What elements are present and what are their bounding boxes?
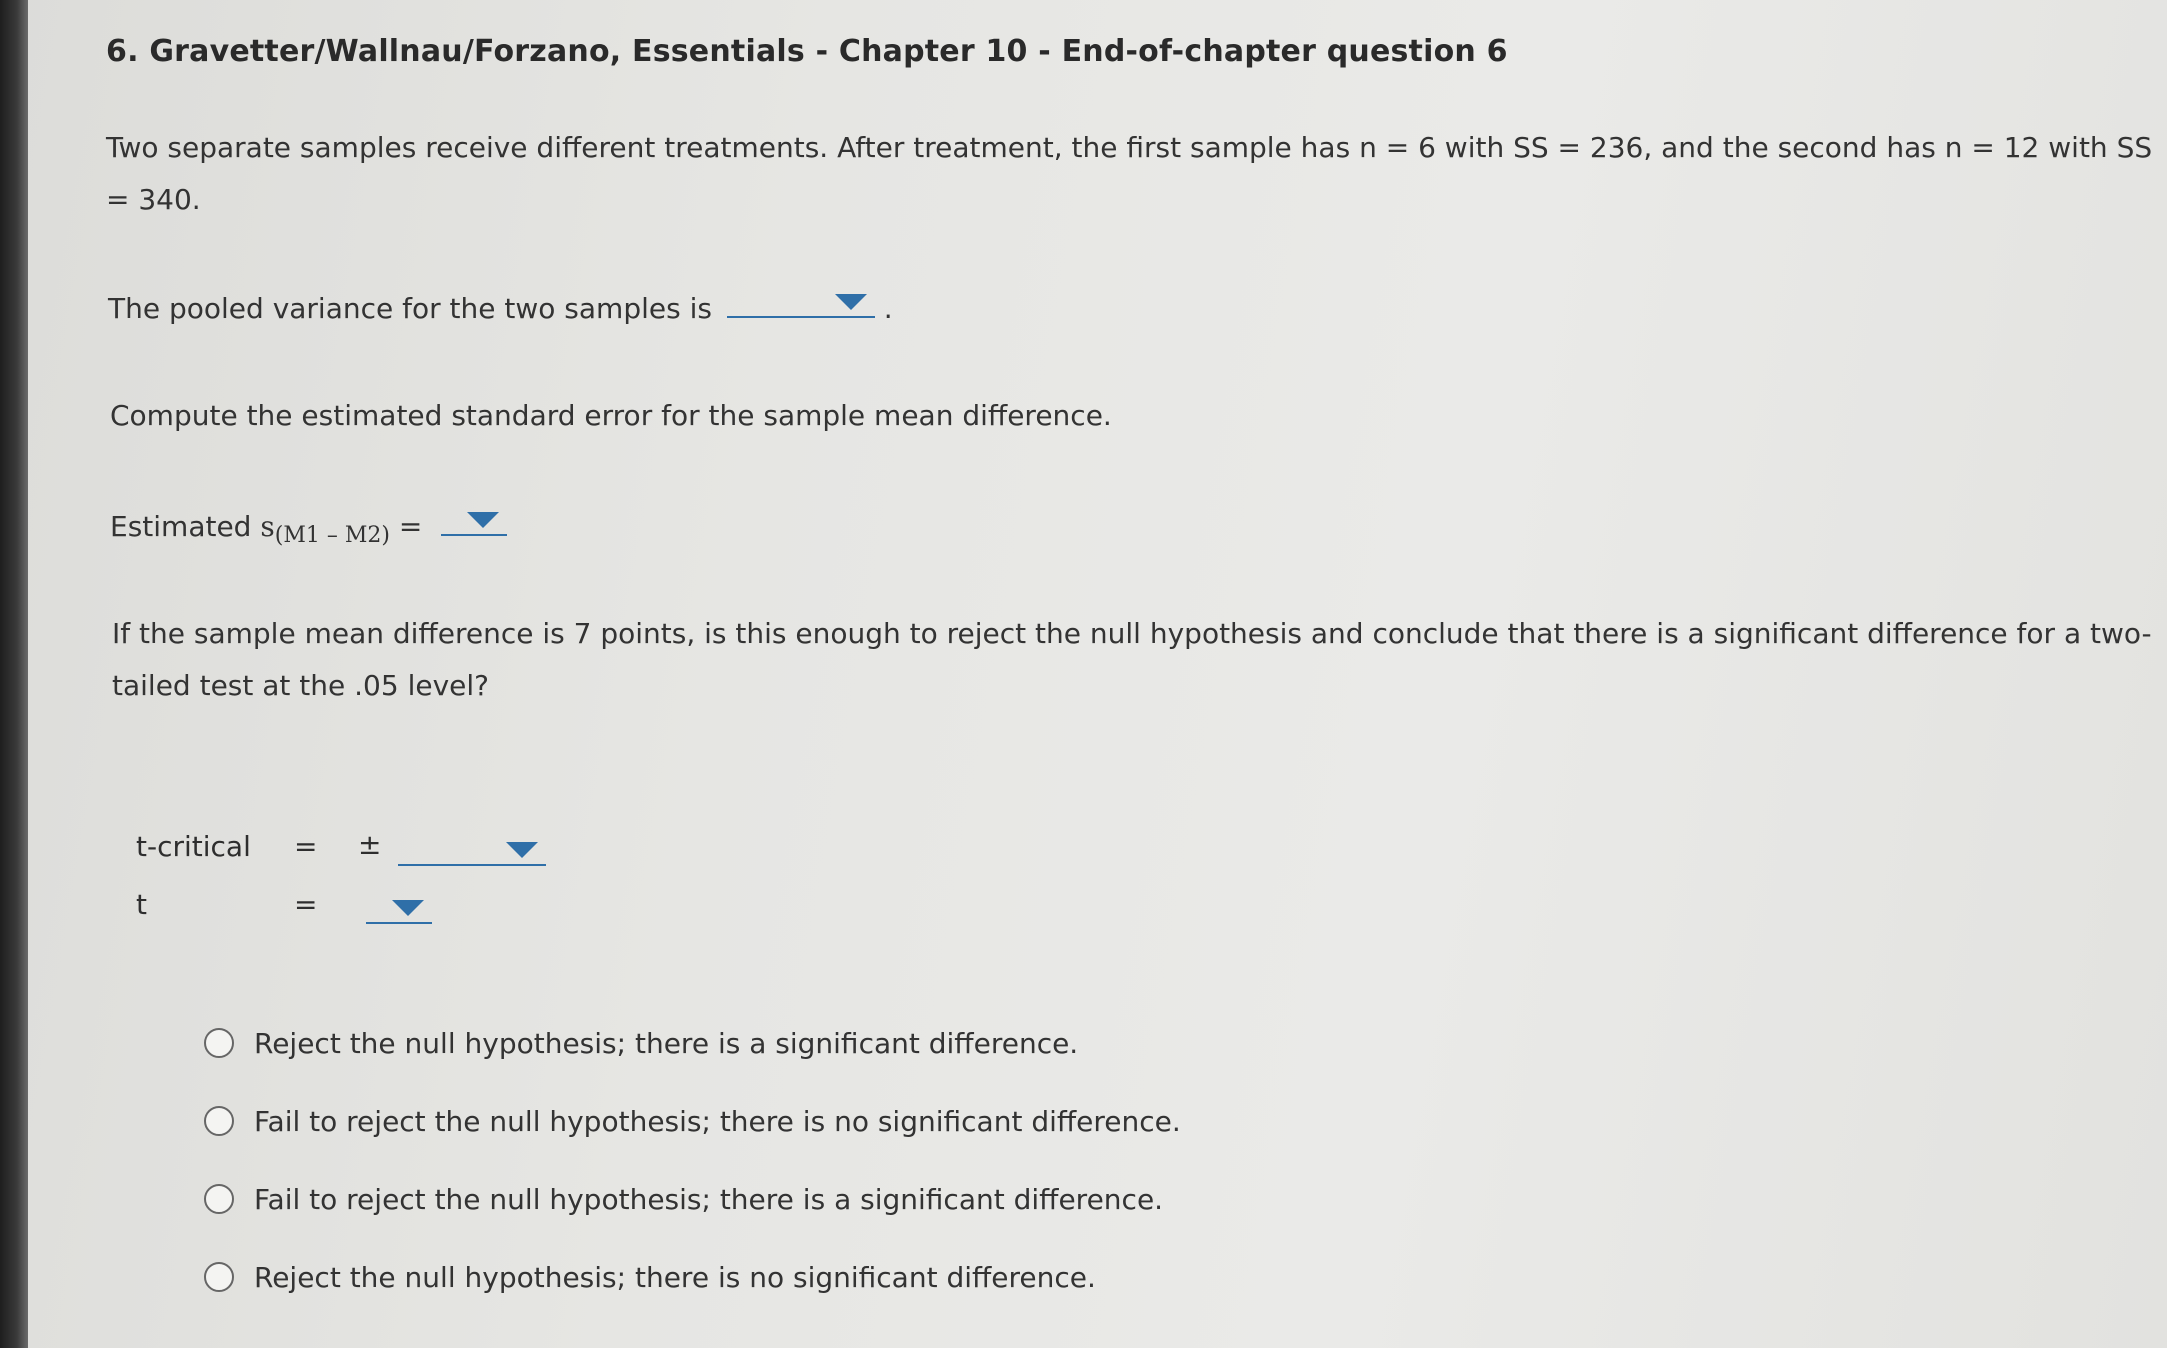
t-critical-equals: =: [294, 830, 318, 863]
standard-error-equals: =: [398, 510, 423, 543]
conclusion-options: [204, 1004, 1181, 1316]
t-statistic-dropdown[interactable]: [366, 888, 432, 924]
question-title: 6. Gravetter/Wallnau/Forzano, Essentials - Chapter 10 - End-of-chapter question 6: [106, 34, 1508, 69]
option-reject-significant[interactable]: [204, 1004, 1181, 1082]
option-label: Fail to reject the null hypothesis; there is a significant difference.: [254, 1182, 1164, 1216]
t-statistic-equals: =: [294, 888, 318, 921]
caret-down-icon: [835, 294, 867, 310]
standard-error-symbol: s: [260, 510, 275, 543]
compute-se-prompt: Compute the estimated standard error for the sample mean difference.: [110, 399, 1112, 432]
pooled-variance-dropdown[interactable]: [727, 282, 875, 318]
radio-button[interactable]: [204, 1262, 234, 1292]
standard-error-label: Estimated: [110, 510, 252, 543]
caret-down-icon: [392, 900, 424, 916]
radio-button[interactable]: [204, 1106, 234, 1136]
t-critical-dropdown[interactable]: [398, 830, 546, 866]
plus-minus-sign: ±: [358, 828, 382, 861]
option-label: Reject the null hypothesis; there is a significant difference.: [254, 1026, 1079, 1060]
pooled-period: .: [883, 292, 893, 325]
t-critical-row: [136, 826, 636, 876]
option-label: Fail to reject the null hypothesis; there is no significant difference.: [254, 1104, 1181, 1138]
t-critical-label: t-critical: [136, 830, 251, 863]
t-statistic-label: t: [136, 888, 147, 921]
hypothesis-prompt: If the sample mean difference is 7 points, is this enough to reject the null hypothesis and conclude that there is a significant difference for a two-tailed test at the .05 level?: [112, 617, 2152, 702]
question-intro: Two separate samples receive different treatments. After treatment, the first sample has n = 6 with SS = 236, and the second has n = 12 with SS = 340.: [106, 131, 2153, 216]
pooled-variance-prompt: The pooled variance for the two samples is: [108, 292, 712, 325]
standard-error-line: [110, 500, 507, 556]
option-reject-no-significant[interactable]: [204, 1238, 1181, 1316]
pooled-variance-line: [108, 282, 893, 335]
t-statistic-row: [136, 884, 636, 934]
radio-button[interactable]: [204, 1184, 234, 1214]
radio-button[interactable]: [204, 1028, 234, 1058]
standard-error-subscript: (M1 – M2): [274, 523, 390, 548]
standard-error-dropdown[interactable]: [441, 500, 507, 536]
option-fail-no-significant[interactable]: [204, 1082, 1181, 1160]
option-fail-significant[interactable]: [204, 1160, 1181, 1238]
caret-down-icon: [506, 842, 538, 858]
option-label: Reject the null hypothesis; there is no significant difference.: [254, 1260, 1096, 1294]
caret-down-icon: [467, 512, 499, 528]
